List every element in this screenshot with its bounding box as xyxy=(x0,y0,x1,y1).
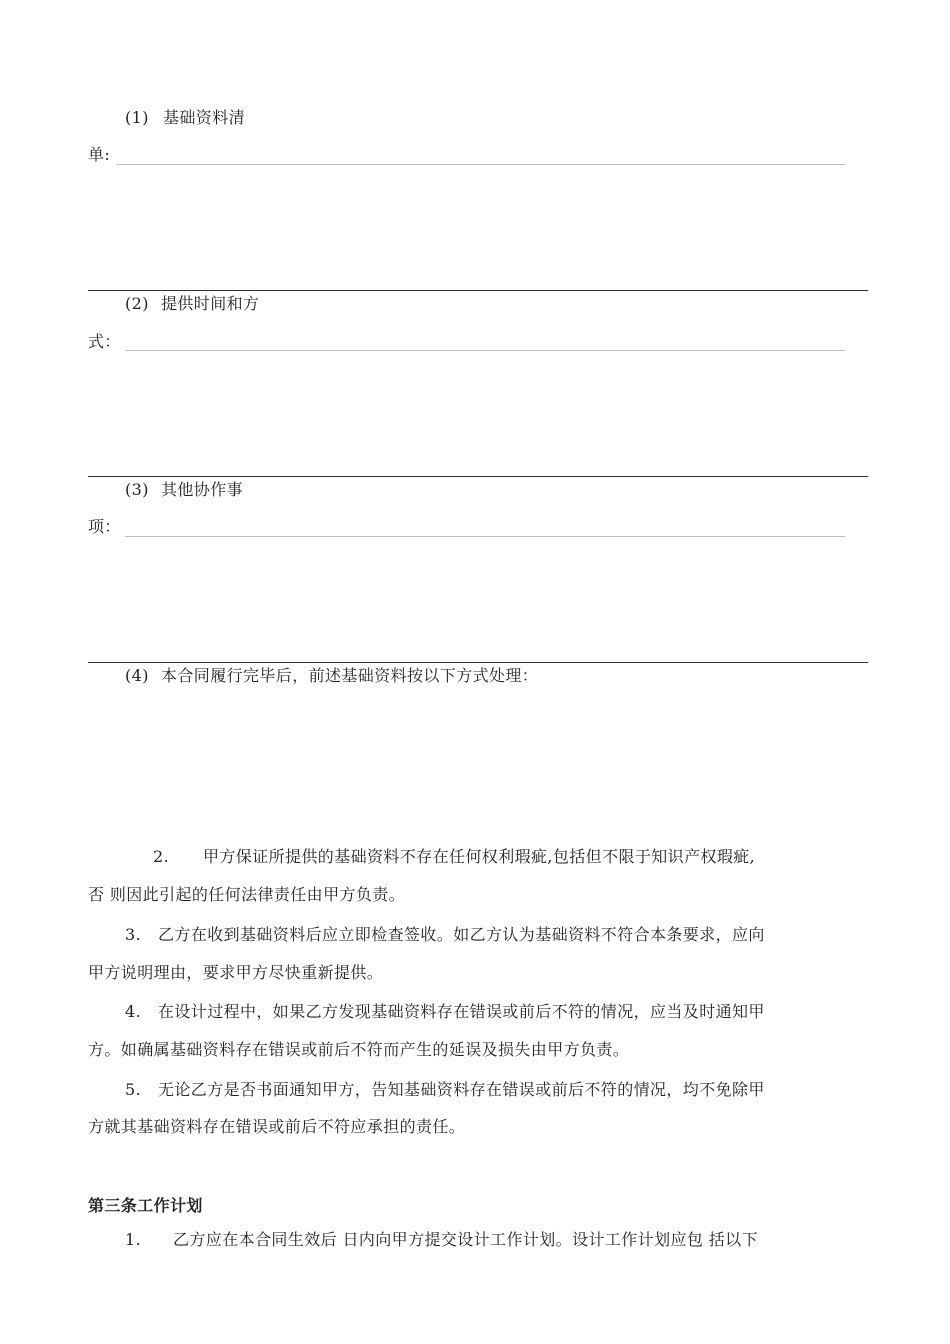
item2-continuation: 式： xyxy=(88,332,121,351)
para4-line1: 在设计过程中，如果乙方发现基础资料存在错误或前后不符的情况，应当及时通知甲 xyxy=(158,1002,765,1021)
para2-number: 2. xyxy=(153,847,170,866)
para5-number: 5. xyxy=(125,1080,142,1099)
para4-number: 4. xyxy=(125,1002,142,1021)
item1-fill-line xyxy=(116,164,845,165)
item3-text: 其他协作事 xyxy=(161,480,244,499)
para3-number: 3. xyxy=(125,925,142,944)
item1-continuation: 单: xyxy=(88,145,111,164)
item4-number: (4) xyxy=(125,666,149,685)
item1-number: (1) xyxy=(125,108,149,127)
item3-fill-line xyxy=(125,536,845,537)
para3-line1: 乙方在收到基础资料后应立即检查签收。如乙方认为基础资料不符合本条要求，应向 xyxy=(158,925,765,944)
item2-fill-line xyxy=(125,350,845,351)
para2-line1: 甲方保证所提供的基础资料不存在任何权利瑕疵,包括但不限于知识产权瑕疵, xyxy=(203,847,756,866)
para4-line2: 方。如确属基础资料存在错误或前后不符而产生的延误及损失由甲方负责。 xyxy=(88,1040,630,1059)
item1-rule xyxy=(88,290,868,291)
item2-text: 提供时间和方 xyxy=(161,294,260,313)
para3-line2: 甲方说明理由，要求甲方尽快重新提供。 xyxy=(88,963,384,982)
para2-line2: 否 则因此引起的任何法律责任由甲方负责。 xyxy=(88,885,406,904)
section3-para1-number: 1. xyxy=(125,1230,142,1249)
item3-rule xyxy=(88,662,868,663)
section3-heading: 第三条工作计划 xyxy=(88,1196,203,1215)
item2-rule xyxy=(88,476,868,477)
item1-text: 基础资料清 xyxy=(163,108,246,127)
item2-number: (2) xyxy=(125,294,149,313)
item4-text: 本合同履行完毕后，前述基础资料按以下方式处理： xyxy=(161,666,539,685)
para5-line1: 无论乙方是否书面通知甲方，告知基础资料存在错误或前后不符的情况，均不免除甲 xyxy=(158,1080,765,1099)
para5-line2: 方就其基础资料存在错误或前后不符应承担的责任。 xyxy=(88,1117,466,1136)
item3-number: (3) xyxy=(125,480,149,499)
item3-continuation: 项： xyxy=(88,517,121,536)
section3-para1-text: 乙方应在本合同生效后 日内向甲方提交设计工作计划。设计工作计划应包 括以下 xyxy=(173,1230,758,1249)
